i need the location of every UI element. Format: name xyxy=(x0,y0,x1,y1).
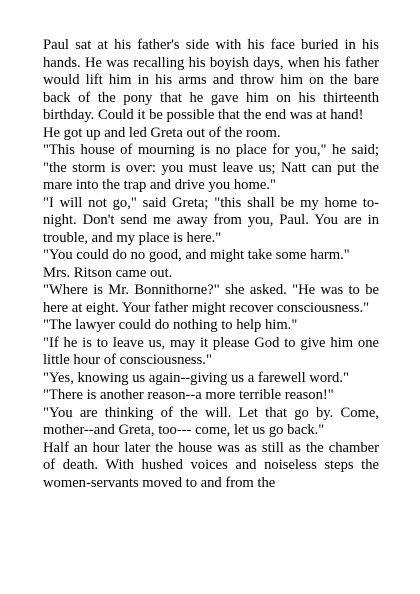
paragraph: He got up and led Greta out of the room. xyxy=(43,124,281,141)
paragraph: Paul sat at his father's side with his face buried in his hands. He was recalling his boyish days, when his father would lift him in his arms and throw him on the bare back of the pony that he gave him on his thirteenth birthday. Could it be possible that the end was at hand! xyxy=(43,37,379,123)
paragraph: "I will not go," said Greta; "this shall be my home to-night. Don't send me away from you, Paul. You are in trouble, and my place is here." xyxy=(43,194,379,246)
paragraph: Mrs. Ritson came out. xyxy=(43,264,173,281)
paragraph: "Where is Mr. Bonnithorne?" she asked. "He was to be here at eight. Your father might recover consciousness." xyxy=(43,282,379,316)
paragraph: "You could do no good, and might take some harm." xyxy=(43,247,350,263)
book-page xyxy=(43,37,379,492)
paragraph: "The lawyer could do nothing to help him." xyxy=(43,317,298,333)
paragraph: "Yes, knowing us again--giving us a farewell word." xyxy=(43,369,349,386)
paragraph: "This house of mourning is no place for you," he said; "the storm is over: you must leave us; Natt can put the mare into the trap and drive you home." xyxy=(43,142,379,193)
paragraph: "If he is to leave us, may it please God to give him one little hour of consciousness." xyxy=(43,334,379,368)
paragraph: Half an hour later the house was as still as the chamber of death. With hushed voices and noiseless steps the women-servants moved to and from the xyxy=(43,439,379,491)
paragraph: "There is another reason--a more terrible reason!" xyxy=(43,387,334,403)
paragraph: "You are thinking of the will. Let that go by. Come, mother--and Greta, too--- come, let us go back." xyxy=(43,404,379,438)
